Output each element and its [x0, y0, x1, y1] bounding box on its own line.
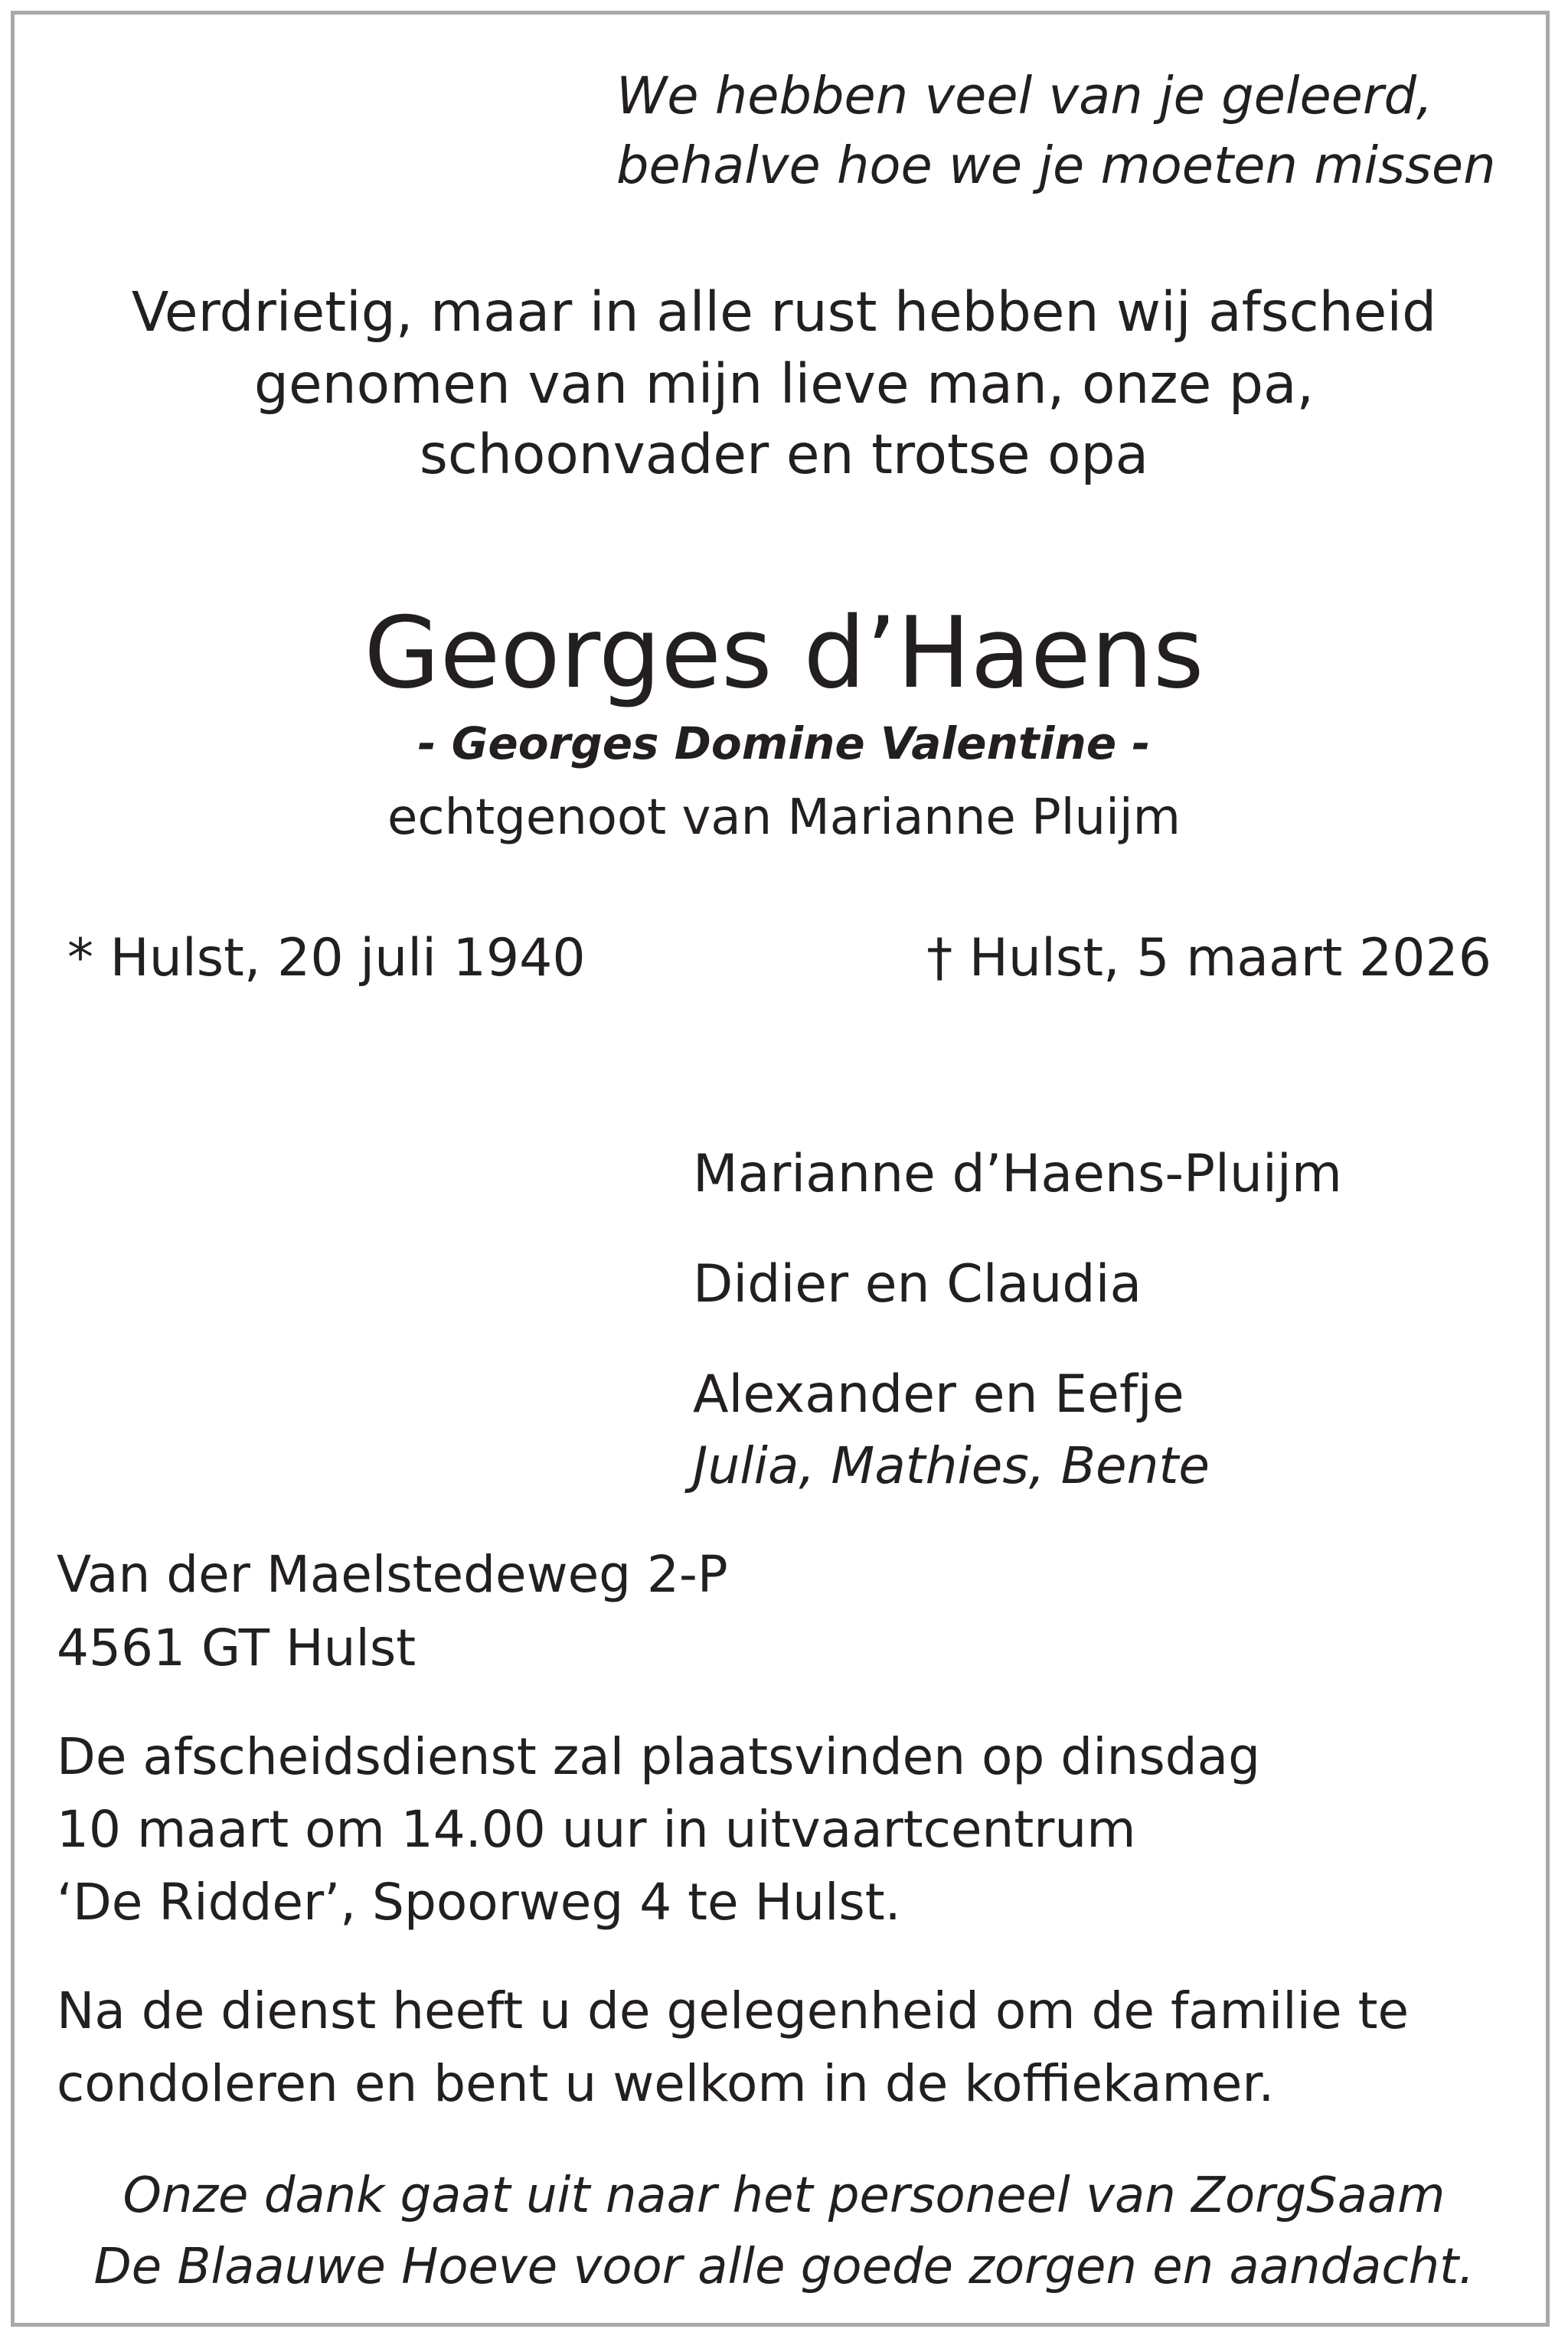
condolence-line-2: condoleren en bent u welkom in de koffiekamer. — [57, 2054, 1275, 2113]
death-date: † Hulst, 5 maart 2026 — [926, 928, 1491, 988]
thanks-line-1: Onze dank gaat uit naar het personeel van ZorgSaam — [122, 2167, 1446, 2224]
family-grandchildren: Julia, Mathies, Bente — [693, 1436, 1210, 1495]
family-child-2: Alexander en Eefje — [693, 1364, 1184, 1425]
intro-line-1: Verdrietig, maar in alle rust hebben wij afscheid — [131, 280, 1437, 344]
deceased-spouse: echtgenoot van Marianne Pluijm — [387, 789, 1181, 846]
birth-date: * Hulst, 20 juli 1940 — [67, 928, 586, 988]
condolence-line-1: Na de dienst heeft u de gelegenheid om de familie te — [57, 1981, 1410, 2040]
motto-line-2: behalve hoe we je moeten missen — [616, 136, 1496, 195]
service-line-1: De afscheidsdienst zal plaatsvinden op dinsdag — [57, 1727, 1260, 1786]
service-line-3: ‘De Ridder’, Spoorweg 4 te Hulst. — [57, 1873, 901, 1932]
thanks-line-2: De Blaauwe Hoeve voor alle goede zorgen en aandacht. — [93, 2239, 1475, 2295]
motto-line-1: We hebben veel van je geleerd, — [616, 66, 1433, 126]
family-spouse: Marianne d’Haens-Pluijm — [693, 1144, 1343, 1204]
deceased-name: Georges d’Haens — [364, 596, 1204, 710]
deceased-full-name: - Georges Domine Valentine - — [417, 717, 1151, 769]
service-line-2: 10 maart om 14.00 uur in uitvaartcentrum — [57, 1800, 1136, 1859]
address-street: Van der Maelstedeweg 2-P — [57, 1545, 728, 1604]
intro-line-3: schoonvader en trotse opa — [419, 423, 1149, 486]
family-child-1: Didier en Claudia — [693, 1254, 1142, 1315]
intro-line-2: genomen van mijn lieve man, onze pa, — [253, 352, 1315, 416]
address-city: 4561 GT Hulst — [57, 1618, 416, 1677]
